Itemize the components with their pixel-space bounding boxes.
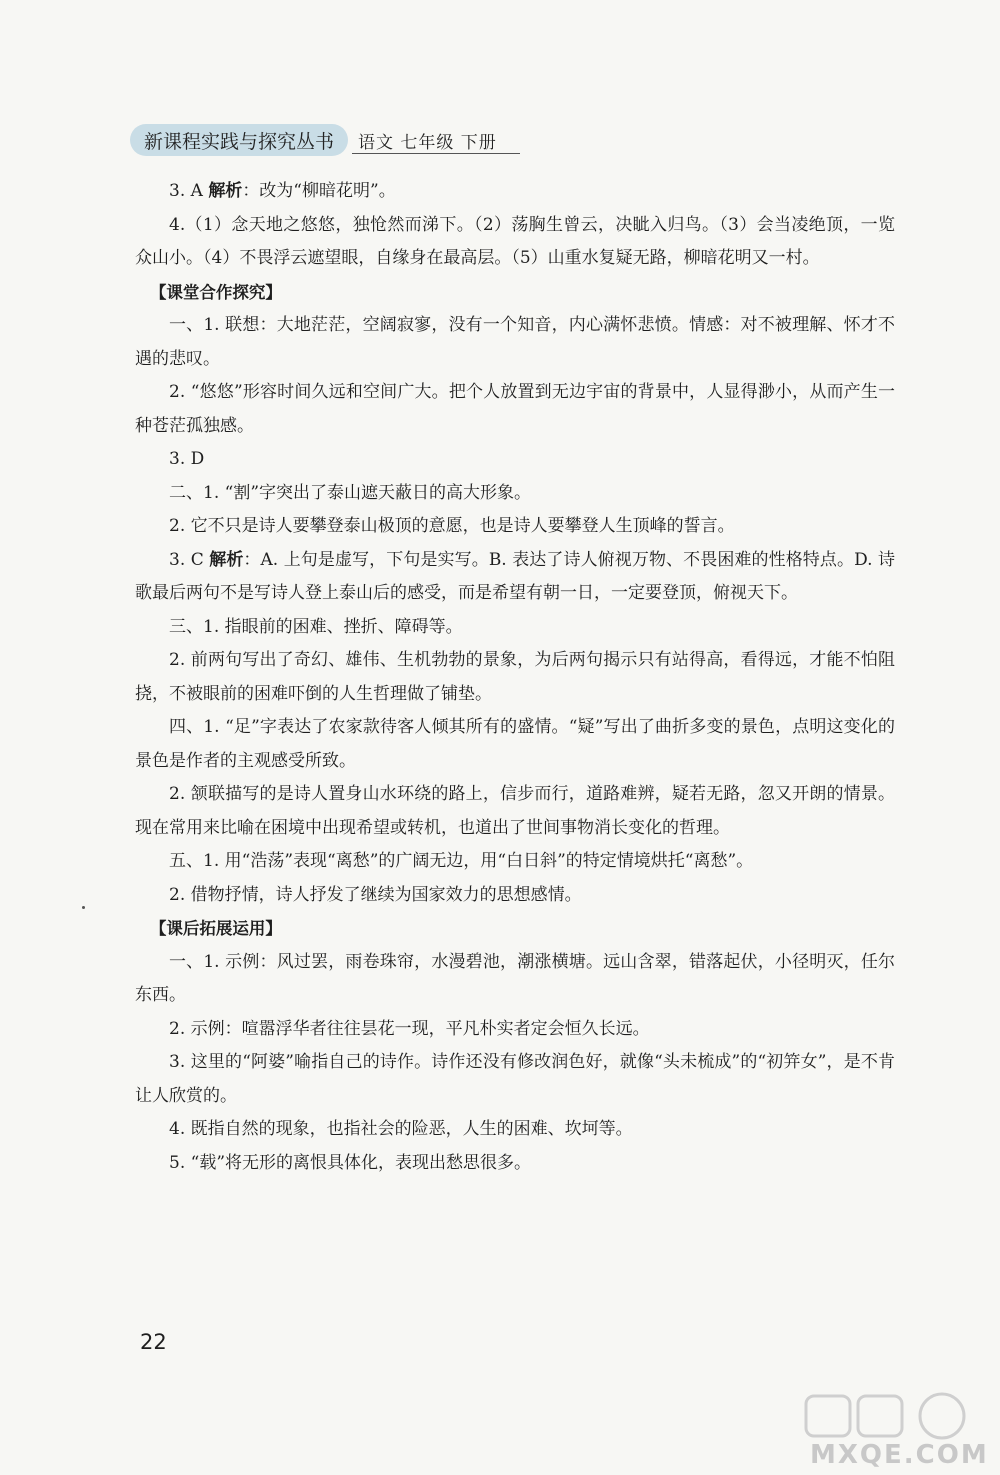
section-heading xyxy=(135,912,895,946)
answer-paragraph xyxy=(135,778,895,845)
answer-paragraph xyxy=(135,443,895,477)
answer-paragraph xyxy=(135,1147,895,1181)
text-run: 五、1. 用“浩荡”表现“离愁”的广阔无边，用“白日斜”的特定情境烘托“离愁”。 xyxy=(169,851,754,871)
text-run: 一、1. 示例：风过罢，雨卷珠帘，水漫碧池，潮涨横塘。远山含翠，错落起伏，小径明灭，任尔东西。 xyxy=(135,951,895,1005)
answer-paragraph xyxy=(135,477,895,511)
subject-label: 语文 七年级 下册 xyxy=(358,133,497,153)
answer-paragraph xyxy=(135,1113,895,1147)
text-run: 4. 既指自然的现象，也指社会的险恶，人生的困难、坎坷等。 xyxy=(169,1119,633,1139)
analysis-label: 解析 xyxy=(208,181,243,201)
text-run: 3. 这里的“阿婆”喻指自己的诗作。诗作还没有修改润色好，就像“头未梳成”的“初笄女”，是不肯让人欣赏的。 xyxy=(135,1052,895,1106)
scan-speck xyxy=(82,906,85,909)
answer-paragraph xyxy=(135,175,895,209)
text-run: 【课后拓展运用】 xyxy=(149,919,282,938)
text-run: 一、1. 联想：大地茫茫，空阔寂寥，没有一个知音，内心满怀悲愤。情感：对不被理解、怀才不遇的悲叹。 xyxy=(135,315,895,369)
text-run: 2. 前两句写出了奇幻、雄伟、生机勃勃的景象，为后两句揭示只有站得高，看得远，才能不怕阻挠，不被眼前的困难吓倒的人生哲理做了铺垫。 xyxy=(135,650,895,704)
answer-paragraph xyxy=(135,1013,895,1047)
answer-paragraph xyxy=(135,946,895,1013)
analysis-label: 解析 xyxy=(209,549,244,570)
text-run: ：A. 上句是虚写，下句是实写。B. 表达了诗人俯视万物、不畏困难的性格特点。D. 诗歌最后两句不是写诗人登上泰山后的感受，而是希望有朝一日，一定要登顶，俯视天下。 xyxy=(135,549,895,603)
watermark-logo xyxy=(792,1390,992,1470)
text-run: 【课堂合作探究】 xyxy=(149,282,282,302)
answer-paragraph xyxy=(135,879,895,913)
page-number: 22 xyxy=(140,1330,167,1354)
text-run: 5. “载”将无形的离恨具体化，表现出愁思很多。 xyxy=(169,1152,532,1173)
text-run: 4.（1）念天地之悠悠，独怆然而涕下。（2）荡胸生曾云，决眦入归鸟。（3）会当凌绝顶，一览众山小。（4）不畏浮云遮望眼，自缘身在最高层。（5）山重水复疑无路，柳暗花明又一村。 xyxy=(135,214,895,268)
answer-paragraph xyxy=(135,644,895,711)
text-run: 3. C xyxy=(169,549,210,570)
text-run: 2. “悠悠”形容时间久远和空间广大。把个人放置到无边宇宙的背景中，人显得渺小，从而产生一种苍茫孤独感。 xyxy=(135,382,895,436)
text-run: 三、1. 指眼前的困难、挫折、障碍等。 xyxy=(169,616,463,637)
answer-paragraph xyxy=(135,544,895,611)
answer-paragraph xyxy=(135,209,895,276)
answer-text-body xyxy=(135,175,895,1180)
text-run: 四、1. “足”字表达了农家款待客人倾其所有的盛情。“疑”写出了曲折多变的景色，点明这变化的景色是作者的主观感受所致。 xyxy=(135,717,895,771)
header-divider xyxy=(352,153,520,154)
text-run: 二、1. “割”字突出了泰山遮天蔽日的高大形象。 xyxy=(169,482,532,503)
text-run: 2. 它不只是诗人要攀登泰山极顶的意愿，也是诗人要攀登人生顶峰的誓言。 xyxy=(169,516,735,536)
answer-paragraph xyxy=(135,711,895,778)
text-run: 2. 颔联描写的是诗人置身山水环绕的路上，信步而行，道路难辨，疑若无路，忽又开朗的情景。现在常用来比喻在困境中出现希望或转机，也道出了世间事物消长变化的哲理。 xyxy=(135,784,895,838)
text-run: 3. A xyxy=(169,181,209,201)
answer-paragraph xyxy=(135,1046,895,1113)
series-title: 新课程实践与探究丛书 xyxy=(130,124,348,156)
text-run: 3. D xyxy=(169,449,205,469)
answer-paragraph xyxy=(135,611,895,645)
answer-paragraph xyxy=(135,376,895,443)
watermark-text: MXQE.COM xyxy=(810,1440,989,1470)
text-run: ：改为“柳暗花明”。 xyxy=(242,181,396,201)
text-run: 2. 借物抒情，诗人抒发了继续为国家效力的思想感情。 xyxy=(169,884,582,905)
answer-paragraph xyxy=(135,845,895,879)
answer-paragraph xyxy=(135,309,895,376)
text-run: 2. 示例：喧嚣浮华者往往昙花一现，平凡朴实者定会恒久长远。 xyxy=(169,1018,650,1039)
section-heading xyxy=(135,276,895,310)
answer-paragraph xyxy=(135,510,895,544)
